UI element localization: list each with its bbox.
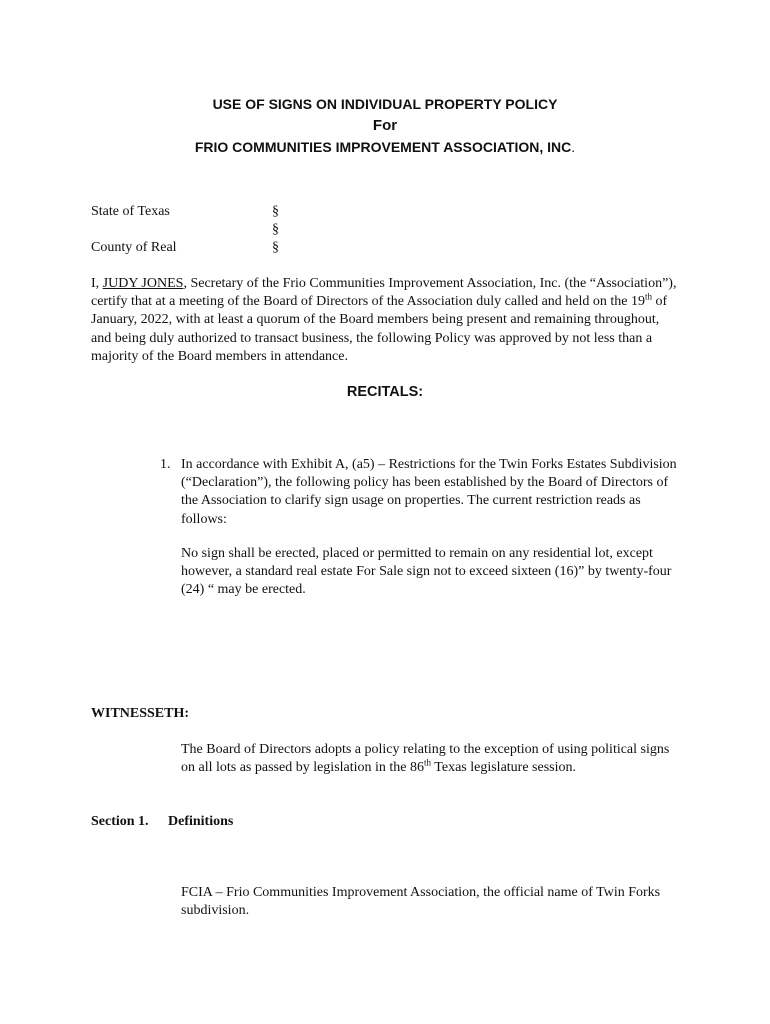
witnesseth-text: The Board of Directors adopts a policy relating to the exception of using political signs on all lots as passed by legislation in the 86	[181, 742, 670, 776]
association-title-text: FRIO COMMUNITIES IMPROVEMENT ASSOCIATION, INC	[194, 139, 572, 155]
secretary-name: JUDY JONES	[102, 276, 184, 291]
restriction-quote: No sign shall be erected, placed or permitted to remain on any residential lot, except however, a standard real estate For Sale sign not to exceed sixteen (16)” by twenty-four (24) “ may be erected.	[181, 546, 672, 598]
ordinal-suffix: th	[424, 757, 432, 768]
witnesseth-heading: WITNESSETH:	[91, 706, 190, 721]
section-symbol: §	[272, 222, 279, 237]
recitals-heading: RECITALS:	[346, 384, 424, 400]
county-label: County of Real	[91, 240, 177, 255]
document-title: USE OF SIGNS ON INDIVIDUAL PROPERTY POLICY	[212, 96, 558, 112]
section-symbol: §	[272, 240, 279, 255]
section-symbol: §	[272, 204, 279, 219]
recital-item-text: In accordance with Exhibit A, (a5) – Restrictions for the Twin Forks Estates Subdivision (“Declaration”), the following policy has been established by the Board of Directors of the Association to clarify sign usage on properties. The current restriction reads as follows:	[181, 457, 677, 527]
section-number: Section 1.	[91, 814, 149, 829]
recital-item-number: 1.	[160, 457, 171, 472]
definition-fcia: FCIA – Frio Communities Improvement Association, the official name of Twin Forks subdivision.	[181, 885, 661, 919]
certification-text: , Secretary of the Frio Communities Improvement Association, Inc. (the “Association”), certify that at a meeting of the Board of Directors of the Association duly called and held on the 19	[91, 276, 677, 310]
certification-text-cont: of January, 2022, with at least a quorum of the Board members being present and remaining throughout, and being duly authorized to transact business, the following Policy was approved by not less than a majority of the Board members in attendance.	[91, 294, 668, 364]
ordinal-suffix: th	[645, 291, 653, 302]
association-title	[0, 139, 770, 155]
association-title-period: .	[571, 139, 576, 155]
witnesseth-paragraph	[181, 741, 686, 777]
certification-prefix: I,	[91, 276, 103, 291]
section-title: Definitions	[168, 814, 234, 829]
witnesseth-text-cont: Texas legislature session.	[431, 760, 577, 776]
document-title-for: For	[372, 117, 398, 134]
state-label: State of Texas	[91, 204, 170, 219]
certification-paragraph	[91, 275, 681, 366]
